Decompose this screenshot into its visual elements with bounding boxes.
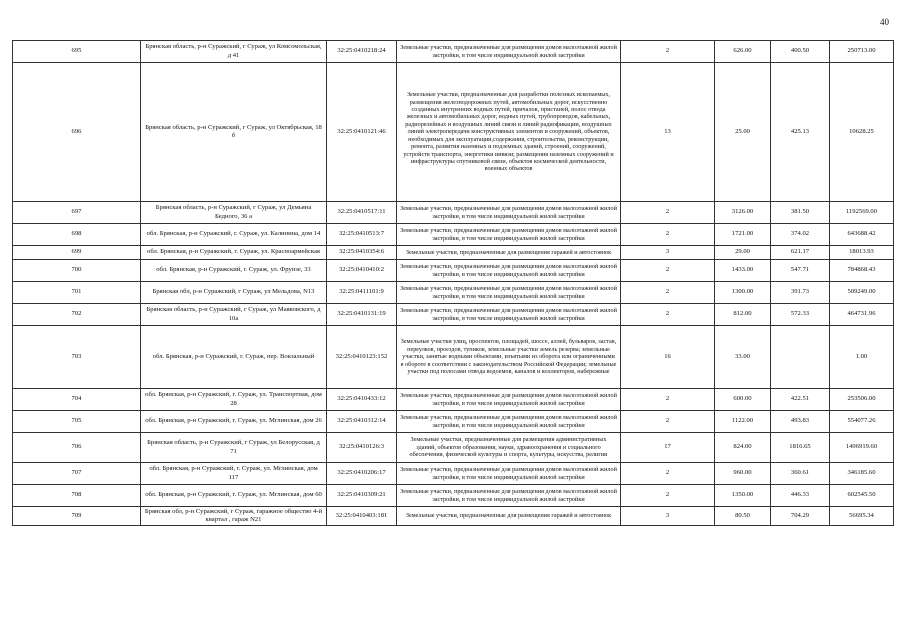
cadastral-number-cell: 32:25:0411101:9 [327,282,397,304]
land-use-type-cell: 3 [621,507,715,526]
row-number: 699 [13,246,141,260]
specific-value-cell: 391.73 [771,282,830,304]
cadastral-number-cell: 32:25:0410121:46 [327,63,397,202]
row-number: 701 [13,282,141,304]
table-row [13,41,894,63]
cadastral-number-cell: 32:25:0410309:21 [327,485,397,507]
cadastral-value-cell: 602545.50 [830,485,894,507]
row-number: 708 [13,485,141,507]
area-cell: 600.00 [715,389,771,411]
row-number: 703 [13,326,141,389]
specific-value-cell: 621.17 [771,246,830,260]
cadastral-value-cell: 10628.25 [830,63,894,202]
address-cell: обл. Брянская, р-н Суражский, г. Сураж, ул. Фрунзе, 33 [141,260,327,282]
land-use-description-cell: Земельные участки, предназначенные для размещения административных зданий, объектов образования, науки, здравоохранения и социального обеспечения, физической культуры и спорта, культуры, искусства, религии [397,433,621,463]
cadastral-value-cell: 1496919.60 [830,433,894,463]
area-cell: 1300.00 [715,282,771,304]
land-use-type-cell: 2 [621,282,715,304]
specific-value-cell [771,326,830,389]
cadastral-value-cell: 784868.43 [830,260,894,282]
land-use-type-cell: 2 [621,202,715,224]
land-use-type-cell: 2 [621,304,715,326]
cadastral-number-cell: 32:25:0410513:7 [327,224,397,246]
land-use-description-cell: Земельные участки, предназначенные для размещения домов малоэтажной жилой застройки, в том числе индивидуальной жилой застройки [397,260,621,282]
address-cell: обл. Брянская, р-н Суражский, г. Сураж, ул. Мглинская, дом 60 [141,485,327,507]
address-cell: Брянская область, р-н Суражский, г Сураж, ул Белорусская, д 71 [141,433,327,463]
land-use-description-cell: Земельные участки, предназначенные для размещения домов малоэтажной жилой застройки, в том числе индивидуальной жилой застройки [397,202,621,224]
land-plots-table [12,40,894,526]
land-use-type-cell: 2 [621,260,715,282]
cadastral-value-cell: 18013.93 [830,246,894,260]
specific-value-cell: 704.29 [771,507,830,526]
specific-value-cell: 446.33 [771,485,830,507]
row-number: 695 [13,41,141,63]
row-number: 700 [13,260,141,282]
table-row [13,304,894,326]
address-cell: Брянская область, р-н Суражский, г Сураж, ул Маяковского, д 10а [141,304,327,326]
cadastral-value-cell: 464731.96 [830,304,894,326]
address-cell: обл. Брянская, р-н Суражский, г. Сураж, ул. Мглинская, дом 117 [141,463,327,485]
cadastral-number-cell: 32:25:0410206:17 [327,463,397,485]
cadastral-value-cell: 1.00 [830,326,894,389]
land-use-description-cell: Земельные участки, предназначенные для размещения гаражей и автостоянок [397,507,621,526]
cadastral-number-cell: 32:25:0410410:2 [327,260,397,282]
cadastral-number-cell: 32:25:0410354:6 [327,246,397,260]
table-row [13,463,894,485]
land-use-description-cell: Земельные участки, предназначенные для размещения домов малоэтажной жилой застройки, в том числе индивидуальной жилой застройки [397,389,621,411]
land-use-type-cell: 13 [621,63,715,202]
land-use-type-cell: 2 [621,41,715,63]
land-use-description-cell: Земельные участки, предназначенные для размещения домов малоэтажной жилой застройки, в том числе индивидуальной жилой застройки [397,41,621,63]
land-use-description-cell: Земельные участки, предназначенные для размещения гаражей и автостоянок [397,246,621,260]
table-row [13,326,894,389]
land-use-type-cell: 3 [621,246,715,260]
table-row [13,260,894,282]
cadastral-value-cell: 346185.60 [830,463,894,485]
address-cell: Брянская обл, р-н Суражский, г Сураж, ул Мельдова, N13 [141,282,327,304]
row-number: 706 [13,433,141,463]
row-number: 697 [13,202,141,224]
area-cell: 25.00 [715,63,771,202]
table-body [13,41,894,526]
land-use-description-cell: Земельные участки, предназначенные для размещения домов малоэтажной жилой застройки, в том числе индивидуальной жилой застройки [397,304,621,326]
cadastral-number-cell: 32:25:0410218:24 [327,41,397,63]
land-use-description-cell: Земельные участки, предназначенные для размещения домов малоэтажной жилой застройки, в том числе индивидуальной жилой застройки [397,485,621,507]
cadastral-value-cell: 56695.34 [830,507,894,526]
row-number: 709 [13,507,141,526]
area-cell: 960.00 [715,463,771,485]
cadastral-number-cell: 32:25:0410312:14 [327,411,397,433]
cadastral-value-cell: 1192569.00 [830,202,894,224]
land-use-type-cell: 2 [621,485,715,507]
table-row [13,485,894,507]
area-cell: 29.00 [715,246,771,260]
cadastral-number-cell: 32:25:0410123:152 [327,326,397,389]
row-number: 704 [13,389,141,411]
land-use-description-cell: Земельные участки, предназначенные для разработки полезных ископаемых, размещения железнодорожных путей, автомобильных дорог, искусственно созданных внутренних водных путей, причалов, пристаней, полос отвода железных и автомобильных дорог, водных путей, трубопроводов, кабельных, радиорелейных и воздушных линий связи и линий радиофикации, воздушных линий электропередачи конструктивных элементов и сооружений, объектов, необходимых для эксплуатации,содержания, строительства, реконструкции, ремонта, развития наземных и подземных зданий, строений, сооружений, устройств транспорта, энергетики иивязи; размещения наземных сооружений и инфраструктуры спутниковой связи, объектов космической деятельности, военных объектов [397,63,621,202]
address-cell: Брянская область, р-н Суражский, г Сураж, ул Комсомольская, д 41 [141,41,327,63]
specific-value-cell: 400.50 [771,41,830,63]
row-number: 696 [13,63,141,202]
cadastral-value-cell: 554077.26 [830,411,894,433]
address-cell: обл. Брянская, р-н Суражский, г. Сураж, ул. Мглинская, дом 26 [141,411,327,433]
table-row [13,224,894,246]
row-number: 705 [13,411,141,433]
area-cell: 1350.00 [715,485,771,507]
land-use-type-cell: 17 [621,433,715,463]
land-use-type-cell: 2 [621,389,715,411]
specific-value-cell: 1816.65 [771,433,830,463]
land-use-description-cell: Земельные участки, предназначенные для размещения домов малоэтажной жилой застройки, в том числе индивидуальной жилой застройки [397,411,621,433]
table-row [13,389,894,411]
specific-value-cell: 374.02 [771,224,830,246]
address-cell: Брянская область, р-н Суражский, г Сураж, ул Октябрьская, 18 б [141,63,327,202]
specific-value-cell: 493.83 [771,411,830,433]
cadastral-number-cell: 32:25:0410126:3 [327,433,397,463]
area-cell: 1433.00 [715,260,771,282]
land-use-description-cell: Земельные участки, предназначенные для размещения домов малоэтажной жилой застройки, в том числе индивидуальной жилой застройки [397,282,621,304]
row-number: 702 [13,304,141,326]
area-cell: 80.50 [715,507,771,526]
specific-value-cell: 547.71 [771,260,830,282]
cadastral-number-cell: 32:25:0410131:19 [327,304,397,326]
cadastral-number-cell: 32:25:0410433:12 [327,389,397,411]
specific-value-cell: 425.13 [771,63,830,202]
cadastral-value-cell: 509249.00 [830,282,894,304]
land-use-description-cell: Земельные участки улиц, проспектов, площадей, шоссе, аллей, бульваров, застав, переулков, проездов, тупиков, земельные участки земель резерва; земельные участки, занятые водными объектами, изъятыми из оборота или ограниченными в обороте в соответствии с законодательством Российской Федерации; земельные участки под полосами отвода водоемов, каналов и коллекторов, набережные [397,326,621,389]
specific-value-cell: 422.51 [771,389,830,411]
address-cell: Брянская обл, р-н Суражский, г Сураж, гаражное общество 4-й квартал , гараж N21 [141,507,327,526]
land-use-type-cell: 2 [621,411,715,433]
land-use-description-cell: Земельные участки, предназначенные для размещения домов малоэтажной жилой застройки, в том числе индивидуальной жилой застройки [397,463,621,485]
table-row [13,411,894,433]
area-cell: 1721.00 [715,224,771,246]
specific-value-cell: 381.50 [771,202,830,224]
address-cell: обл. Брянская, р-н Суражский, г. Сураж, ул. Калинина, дом 14 [141,224,327,246]
address-cell: обл. Брянская, р-н Суражский, г. Сураж, пер. Вокзальный [141,326,327,389]
table-row [13,202,894,224]
land-use-type-cell: 2 [621,463,715,485]
area-cell: 3126.00 [715,202,771,224]
page-number: 40 [880,17,889,27]
specific-value-cell: 360.61 [771,463,830,485]
address-cell: обл. Брянская, р-н Суражский, г. Сураж, ул. Красноармейская [141,246,327,260]
cadastral-value-cell: 253506.00 [830,389,894,411]
cadastral-value-cell: 250713.00 [830,41,894,63]
area-cell: 626.00 [715,41,771,63]
address-cell: Брянская область, р-н Суражский, г Сураж, ул Демьяна Бедного, 36 а [141,202,327,224]
area-cell: 33.00 [715,326,771,389]
table-row [13,282,894,304]
table-row [13,507,894,526]
table-row [13,246,894,260]
area-cell: 1122.00 [715,411,771,433]
address-cell: обл. Брянская, р-н Суражский, г. Сураж, ул. Транспортная, дом 28 [141,389,327,411]
cadastral-number-cell: 32:25:0410403:181 [327,507,397,526]
area-cell: 824.00 [715,433,771,463]
table-row [13,433,894,463]
land-use-type-cell: 2 [621,224,715,246]
area-cell: 812.00 [715,304,771,326]
row-number: 707 [13,463,141,485]
cadastral-number-cell: 32:25:0410517:11 [327,202,397,224]
row-number: 698 [13,224,141,246]
table-row [13,63,894,202]
cadastral-value-cell: 643688.42 [830,224,894,246]
land-use-type-cell: 16 [621,326,715,389]
specific-value-cell: 572.33 [771,304,830,326]
land-use-description-cell: Земельные участки, предназначенные для размещения домов малоэтажной жилой застройки, в том числе индивидуальной жилой застройки [397,224,621,246]
